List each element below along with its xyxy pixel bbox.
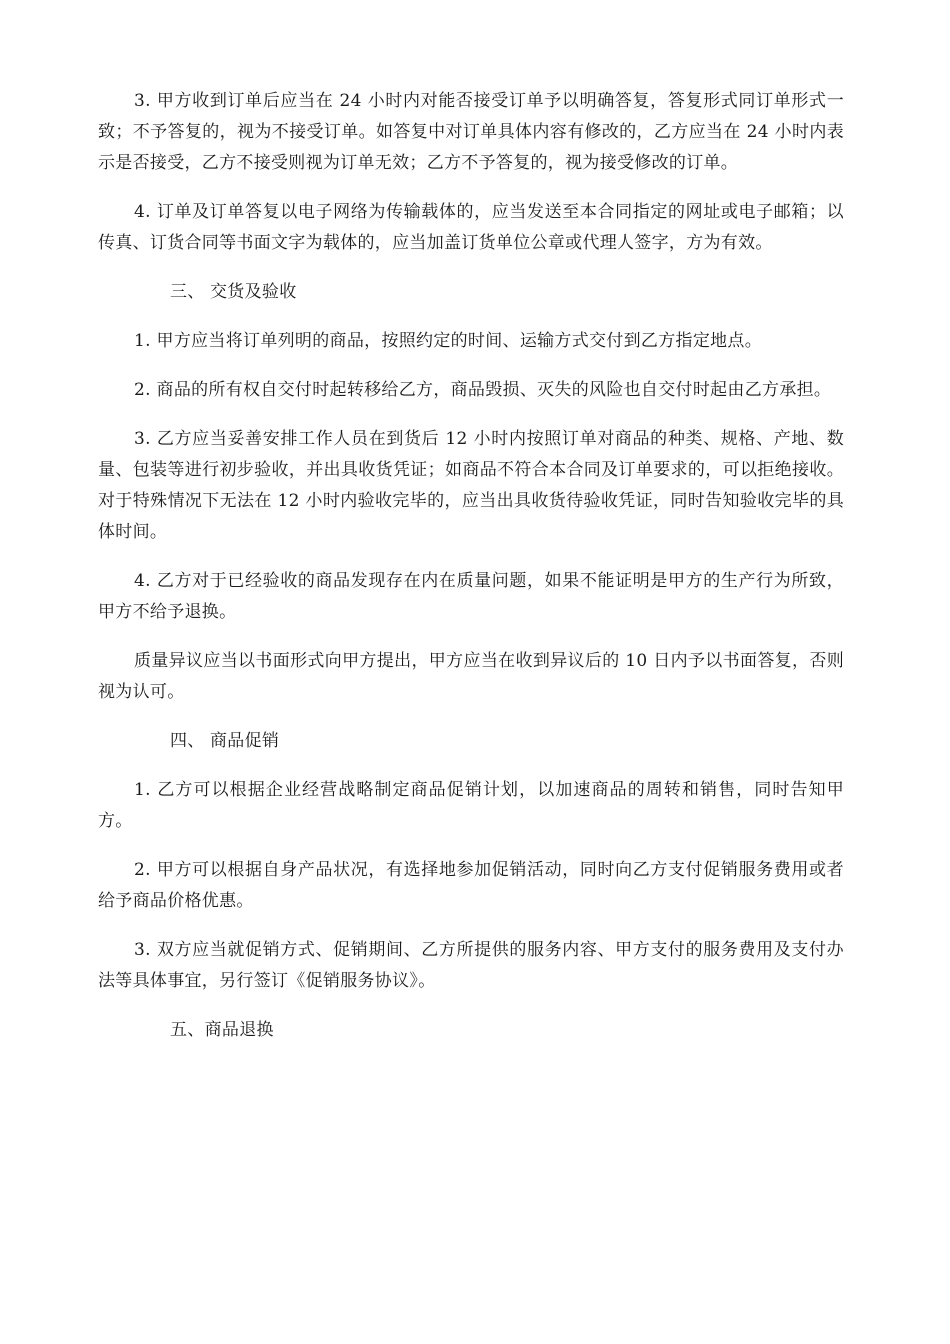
section-heading	[98, 726, 844, 757]
section-title: 交货及验收	[210, 282, 297, 302]
clause-paragraph: 3. 双方应当就促销方式、促销期间、乙方所提供的服务内容、甲方支付的服务费用及支付办法等具体事宜，另行签订《促销服务协议》。	[98, 940, 844, 991]
section-number: 五、	[170, 1020, 205, 1040]
clause-paragraph: 2. 商品的所有权自交付时起转移给乙方，商品毁损、灭失的风险也自交付时起由乙方承担。	[134, 380, 832, 400]
clause-paragraph: 4. 乙方对于已经验收的商品发现存在内在质量问题，如果不能证明是甲方的生产行为所致，甲方不给予退换。	[98, 571, 844, 622]
section-number: 三、	[170, 282, 205, 302]
clause-paragraph: 1. 乙方可以根据企业经营战略制定商品促销计划，以加速商品的周转和销售，同时告知甲方。	[98, 780, 844, 831]
section-title: 商品促销	[210, 731, 280, 751]
section-title: 商品退换	[204, 1020, 274, 1040]
section-heading	[98, 1015, 844, 1046]
clause-paragraph: 2. 甲方可以根据自身产品状况，有选择地参加促销活动，同时向乙方支付促销服务费用或者给予商品价格优惠。	[98, 860, 844, 911]
clause-paragraph: 质量异议应当以书面形式向甲方提出，甲方应当在收到异议后的 10 日内予以书面答复，否则视为认可。	[98, 651, 844, 702]
clause-paragraph: 1. 甲方应当将订单列明的商品，按照约定的时间、运输方式交付到乙方指定地点。	[134, 331, 763, 351]
clause-paragraph: 3. 甲方收到订单后应当在 24 小时内对能否接受订单予以明确答复，答复形式同订单形式一致；不予答复的，视为不接受订单。如答复中对订单具体内容有修改的，乙方应当在 24 小时内表示是否接受，乙方不接受则视为订单无效；乙方不予答复的，视为接受修改的订单。	[98, 91, 844, 173]
section-number: 四、	[170, 731, 205, 751]
clause-paragraph: 3. 乙方应当妥善安排工作人员在到货后 12 小时内按照订单对商品的种类、规格、产地、数量、包装等进行初步验收，并出具收货凭证；如商品不符合本合同及订单要求的，可以拒绝接收。对于特殊情况下无法在 12 小时内验收完毕的，应当出具收货待验收凭证，同时告知验收完毕的具体时间。	[98, 429, 844, 542]
section-heading	[98, 277, 844, 308]
clause-paragraph: 4. 订单及订单答复以电子网络为传输载体的，应当发送至本合同指定的网址或电子邮箱；以传真、订货合同等书面文字为载体的，应当加盖订货单位公章或代理人签字，方为有效。	[98, 202, 844, 253]
document-page	[98, 86, 844, 1064]
